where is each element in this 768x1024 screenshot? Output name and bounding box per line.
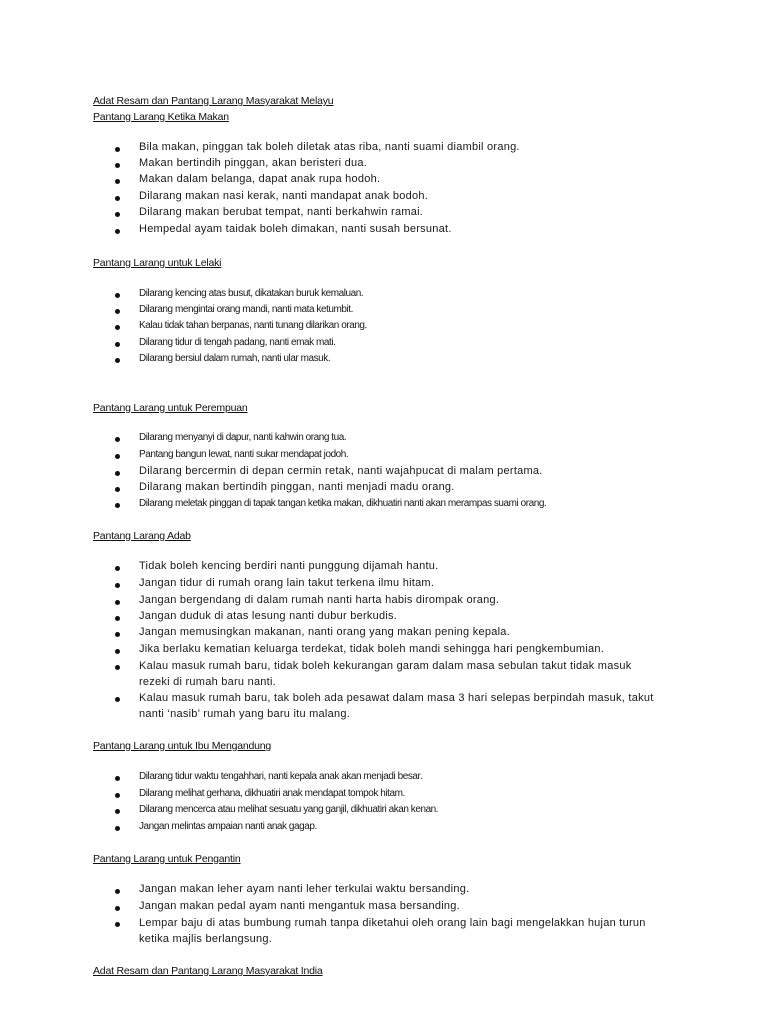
bullet-icon [115,583,120,588]
bullet-icon [115,826,120,831]
section-heading-ibu-mengandung: Pantang Larang untuk Ibu Mengandung [93,740,272,752]
bullet-icon [115,179,120,184]
bullet-icon [115,600,120,605]
bullet-icon [115,632,120,637]
bullet-icon [115,325,120,330]
section-heading-lelaki: Pantang Larang untuk Lelaki [93,257,222,269]
section-heading-pengantin: Pantang Larang untuk Pengantin [93,853,241,865]
bullet-icon [115,889,120,894]
bullet-icon [115,697,120,702]
bullet-icon [115,229,120,234]
bullet-icon [115,309,120,314]
section-heading-makan: Pantang Larang Ketika Makan [93,111,229,123]
bullet-icon [115,793,120,798]
bullet-icon [115,293,120,298]
section-heading-perempuan: Pantang Larang untuk Perempuan [93,402,248,414]
bullet-icon [115,342,120,347]
bullet-icon [115,437,120,442]
bullet-icon [115,454,120,459]
bullet-icon [115,809,120,814]
footer-heading: Adat Resam dan Pantang Larang Masyarakat India [93,965,323,977]
bullet-icon [115,147,120,152]
bullet-icon [115,566,120,571]
document-title: Adat Resam dan Pantang Larang Masyarakat Melayu [93,95,334,107]
bullet-icon [115,649,120,654]
bullet-icon [115,776,120,781]
bullet-icon [115,212,120,217]
bullet-icon [115,358,120,363]
document-page: Adat Resam dan Pantang Larang Masyarakat Melayu Pantang Larang Ketika Makan Bila makan, pinggan tak boleh diletak atas riba, nanti suami diambil orang. Makan bertindih pinggan, akan beristeri dua. Makan dalam belanga, dapat anak rupa hodoh. Dilarang makan nasi kerak, nanti mandapat anak bodoh. Dilarang makan berubat tempat, nanti berkahwin ramai. Hempedal ayam taidak boleh dimakan, nanti susah bersunat. Pantang Larang untuk Lelaki Dilarang kencing atas busut, dikatakan buruk kemaluan. Dilarang mengintai orang mandi, nanti mata ketumbit. Kalau tidak tahan berpanas, nanti tunang dilarikan orang. Dilarang tidur di tengah padang, nanti emak mati. Dilarang bersiul dalam rumah, nanti ular masuk. Pantang Larang untuk Perempuan Dilarang menyanyi di dapur, nanti kahwin orang tua. Pantang bangun lewat, nanti sukar mendapat jodoh. Dilarang bercermin di depan cermin retak, nanti wajahpucat di malam pertama. Dilarang makan bertindih pinggan, nanti menjadi madu orang. Dilarang meletak pinggan di tapak tangan ketika makan, dikhuatiri nanti akan merampas suami orang. Pantang Larang Adab Tidak boleh kencing berdiri nanti punggung dijamah hantu. Jangan tidur di rumah orang lain takut terkena ilmu hitam. Jangan bergendang di dalam rumah nanti harta habis dirompak orang. Jangan duduk di atas lesung nanti dubur berkudis. Jangan memusingkan makanan, nanti orang yang makan pening kepala. Jika berlaku kematian keluarga terdekat, tidak boleh mandi sehingga hari pengkembumian. Kalau masuk rumah baru, tidak boleh kekurangan garam dalam masa sebulan takut tidak masuk rezeki di rumah baru nanti. Kalau masuk rumah baru, tak boleh ada pesawat dalam masa 3 hari selepas berpindah masuk, takut nanti ‘nasib’ rumah yang baru itu malang. Pantang Larang untuk Ibu Mengandung Dilarang tidur waktu tengahhari, nanti kepala anak akan menjadi besar. Dilarang melihat gerhana, dikhuatiri anak mendapat tompok hitam. Dilarang mencerca atau melihat sesuatu yang ganjil, dikhuatiri akan kenan. Jangan melintas ampaian nanti anak gagap. Pantang Larang untuk Pengantin Jangan makan leher ayam nanti leher terkulai waktu bersanding. Jangan makan pedal ayam nanti mengantuk masa bersanding. Lempar baju di atas bumbung rumah tanpa diketahui oleh orang lain bagi mengelakkan hujan turun ketika majlis berlangsung. Adat Resam dan Pantang Larang Masyarakat India [93,95,654,977]
bullet-icon [115,906,120,911]
bullet-icon [115,196,120,201]
section-heading-adab: Pantang Larang Adab [93,530,191,542]
bullet-icon [115,487,120,492]
bullet-icon [115,163,120,168]
bullet-icon [115,922,120,927]
bullet-icon [115,616,120,621]
bullet-icon [115,503,120,508]
bullet-icon [115,471,120,476]
bullet-icon [115,665,120,670]
